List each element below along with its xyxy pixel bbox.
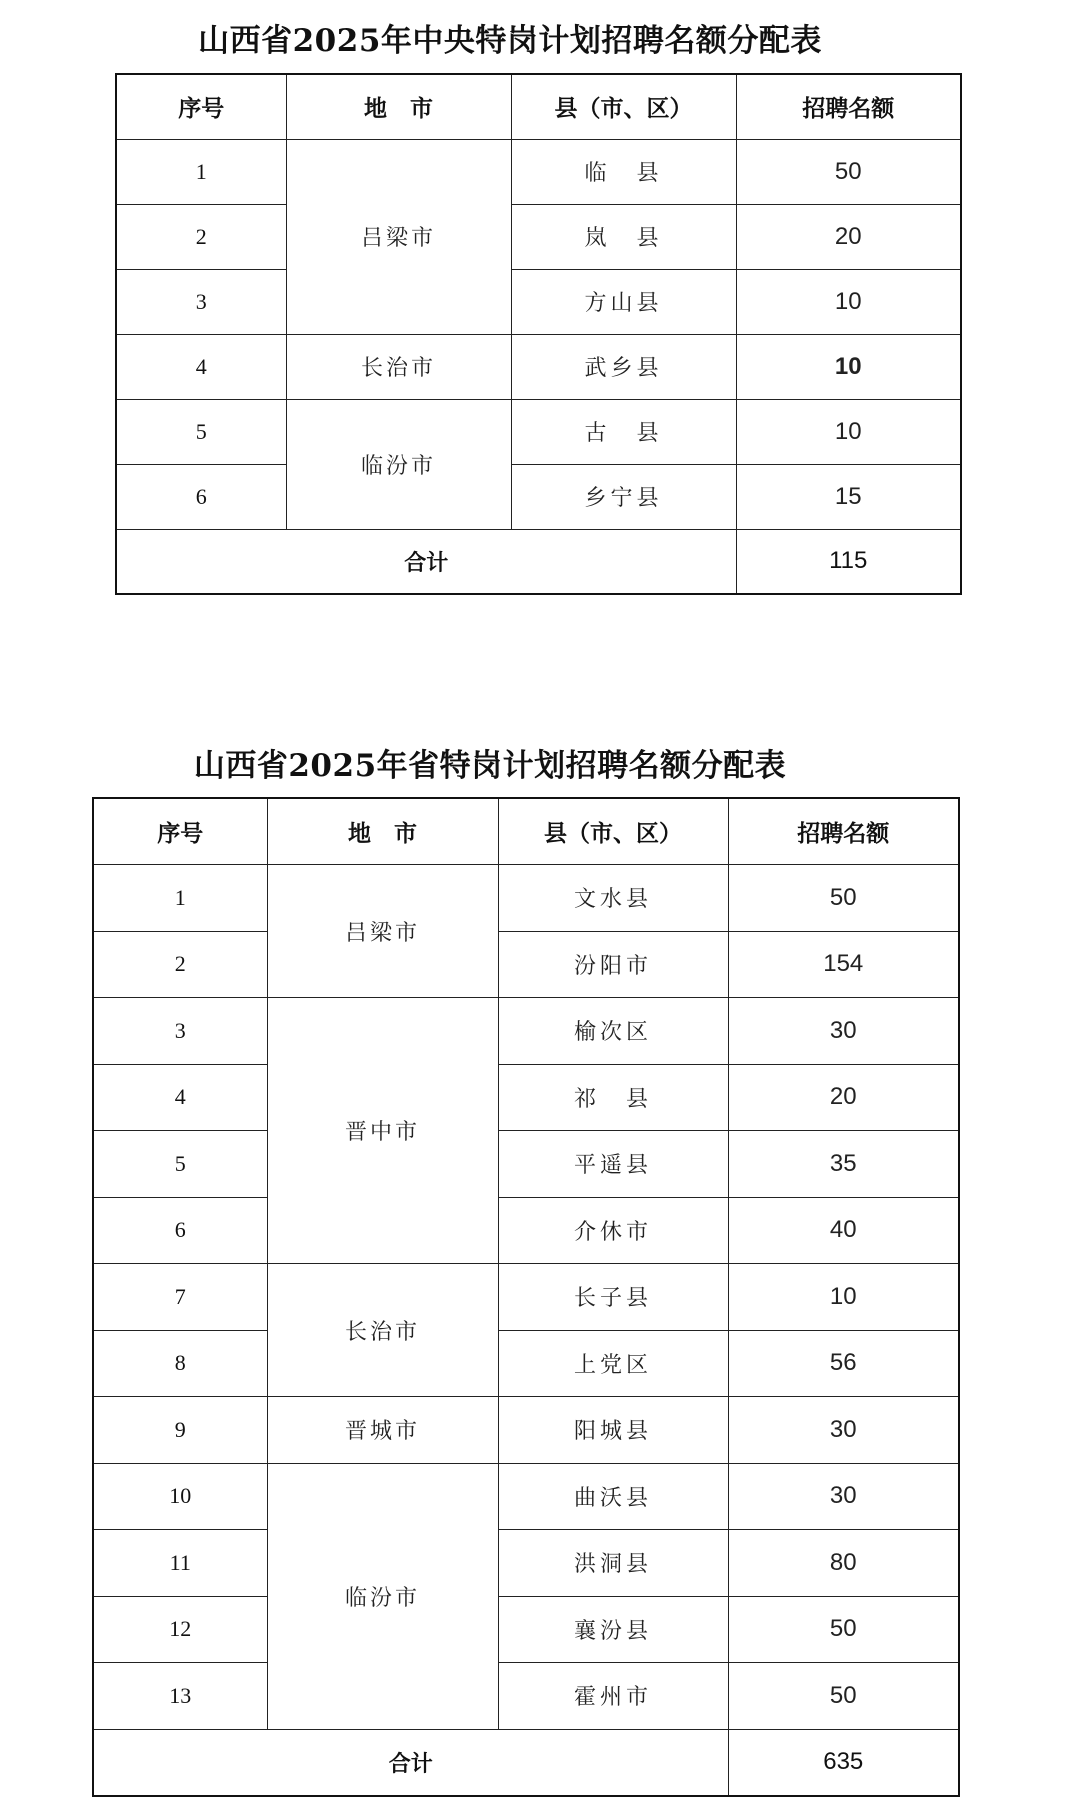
seq-cell: 1 bbox=[116, 139, 286, 204]
seq-cell: 1 bbox=[93, 865, 267, 932]
central-quota-table bbox=[115, 73, 962, 595]
city-cell: 长治市 bbox=[286, 334, 511, 399]
city-cell: 临汾市 bbox=[286, 399, 511, 529]
table-header-row bbox=[116, 74, 961, 139]
county-cell: 曲沃县 bbox=[498, 1463, 728, 1530]
quota-cell: 10 bbox=[736, 334, 961, 399]
quota-cell: 30 bbox=[728, 1397, 959, 1464]
seq-cell: 9 bbox=[93, 1397, 267, 1464]
table-row bbox=[116, 204, 961, 269]
quota-cell: 50 bbox=[728, 1596, 959, 1663]
header-city: 地 市 bbox=[286, 74, 511, 139]
county-cell: 临 县 bbox=[511, 139, 736, 204]
quota-cell: 40 bbox=[728, 1197, 959, 1264]
quota-cell: 10 bbox=[736, 269, 961, 334]
total-value: 115 bbox=[736, 529, 961, 594]
table-row bbox=[116, 139, 961, 204]
county-cell: 上党区 bbox=[498, 1330, 728, 1397]
table-row bbox=[93, 1330, 959, 1397]
seq-cell: 5 bbox=[93, 1131, 267, 1198]
county-cell: 汾阳市 bbox=[498, 931, 728, 998]
county-cell: 霍州市 bbox=[498, 1663, 728, 1730]
quota-cell: 35 bbox=[728, 1131, 959, 1198]
quota-cell: 20 bbox=[736, 204, 961, 269]
header-seq: 序号 bbox=[93, 798, 267, 865]
city-cell: 晋城市 bbox=[267, 1397, 498, 1464]
table-row bbox=[93, 1663, 959, 1730]
quota-cell: 56 bbox=[728, 1330, 959, 1397]
quota-cell: 50 bbox=[728, 1663, 959, 1730]
quota-cell: 80 bbox=[728, 1530, 959, 1597]
quota-cell: 15 bbox=[736, 464, 961, 529]
seq-cell: 3 bbox=[116, 269, 286, 334]
table-row bbox=[93, 1463, 959, 1530]
city-cell: 吕梁市 bbox=[286, 139, 511, 334]
city-cell: 吕梁市 bbox=[267, 865, 498, 998]
seq-cell: 8 bbox=[93, 1330, 267, 1397]
county-cell: 乡宁县 bbox=[511, 464, 736, 529]
table-row bbox=[93, 1064, 959, 1131]
table-header-row bbox=[93, 798, 959, 865]
header-county: 县（市、区） bbox=[498, 798, 728, 865]
table-row bbox=[116, 334, 961, 399]
quota-cell: 20 bbox=[728, 1064, 959, 1131]
quota-cell: 50 bbox=[736, 139, 961, 204]
table-row bbox=[93, 1197, 959, 1264]
provincial-quota-table bbox=[92, 797, 960, 1797]
quota-cell: 10 bbox=[728, 1264, 959, 1331]
seq-cell: 13 bbox=[93, 1663, 267, 1730]
county-cell: 方山县 bbox=[511, 269, 736, 334]
county-cell: 襄汾县 bbox=[498, 1596, 728, 1663]
county-cell: 武乡县 bbox=[511, 334, 736, 399]
seq-cell: 4 bbox=[93, 1064, 267, 1131]
county-cell: 文水县 bbox=[498, 865, 728, 932]
provincial-table-title: 山西省2025年省特岗计划招聘名额分配表 bbox=[193, 748, 787, 784]
total-label: 合计 bbox=[93, 1729, 728, 1796]
county-cell: 榆次区 bbox=[498, 998, 728, 1065]
county-cell: 古 县 bbox=[511, 399, 736, 464]
seq-cell: 12 bbox=[93, 1596, 267, 1663]
seq-cell: 10 bbox=[93, 1463, 267, 1530]
county-cell: 洪洞县 bbox=[498, 1530, 728, 1597]
county-cell: 长子县 bbox=[498, 1264, 728, 1331]
table-row bbox=[93, 1530, 959, 1597]
header-quota: 招聘名额 bbox=[736, 74, 961, 139]
city-cell: 晋中市 bbox=[267, 998, 498, 1264]
header-quota: 招聘名额 bbox=[728, 798, 959, 865]
header-city: 地 市 bbox=[267, 798, 498, 865]
total-row bbox=[93, 1729, 959, 1796]
seq-cell: 4 bbox=[116, 334, 286, 399]
table-row bbox=[93, 1131, 959, 1198]
seq-cell: 6 bbox=[116, 464, 286, 529]
seq-cell: 2 bbox=[93, 931, 267, 998]
table-row bbox=[93, 865, 959, 932]
total-label: 合计 bbox=[116, 529, 736, 594]
total-row bbox=[116, 529, 961, 594]
table-row bbox=[93, 931, 959, 998]
quota-cell: 30 bbox=[728, 1463, 959, 1530]
table-row bbox=[93, 1397, 959, 1464]
county-cell: 平遥县 bbox=[498, 1131, 728, 1198]
quota-cell: 30 bbox=[728, 998, 959, 1065]
table-row bbox=[116, 399, 961, 464]
seq-cell: 5 bbox=[116, 399, 286, 464]
city-cell: 长治市 bbox=[267, 1264, 498, 1397]
city-cell: 临汾市 bbox=[267, 1463, 498, 1729]
table-row bbox=[93, 1596, 959, 1663]
central-table-title: 山西省2025年中央特岗计划招聘名额分配表 bbox=[198, 23, 822, 59]
county-cell: 阳城县 bbox=[498, 1397, 728, 1464]
county-cell: 祁 县 bbox=[498, 1064, 728, 1131]
seq-cell: 3 bbox=[93, 998, 267, 1065]
header-seq: 序号 bbox=[116, 74, 286, 139]
quota-cell: 10 bbox=[736, 399, 961, 464]
table-row bbox=[116, 269, 961, 334]
seq-cell: 11 bbox=[93, 1530, 267, 1597]
header-county: 县（市、区） bbox=[511, 74, 736, 139]
seq-cell: 2 bbox=[116, 204, 286, 269]
quota-cell: 50 bbox=[728, 865, 959, 932]
seq-cell: 7 bbox=[93, 1264, 267, 1331]
table-row bbox=[93, 1264, 959, 1331]
table-row bbox=[116, 464, 961, 529]
county-cell: 介休市 bbox=[498, 1197, 728, 1264]
total-value: 635 bbox=[728, 1729, 959, 1796]
quota-cell: 154 bbox=[728, 931, 959, 998]
seq-cell: 6 bbox=[93, 1197, 267, 1264]
county-cell: 岚 县 bbox=[511, 204, 736, 269]
table-row bbox=[93, 998, 959, 1065]
